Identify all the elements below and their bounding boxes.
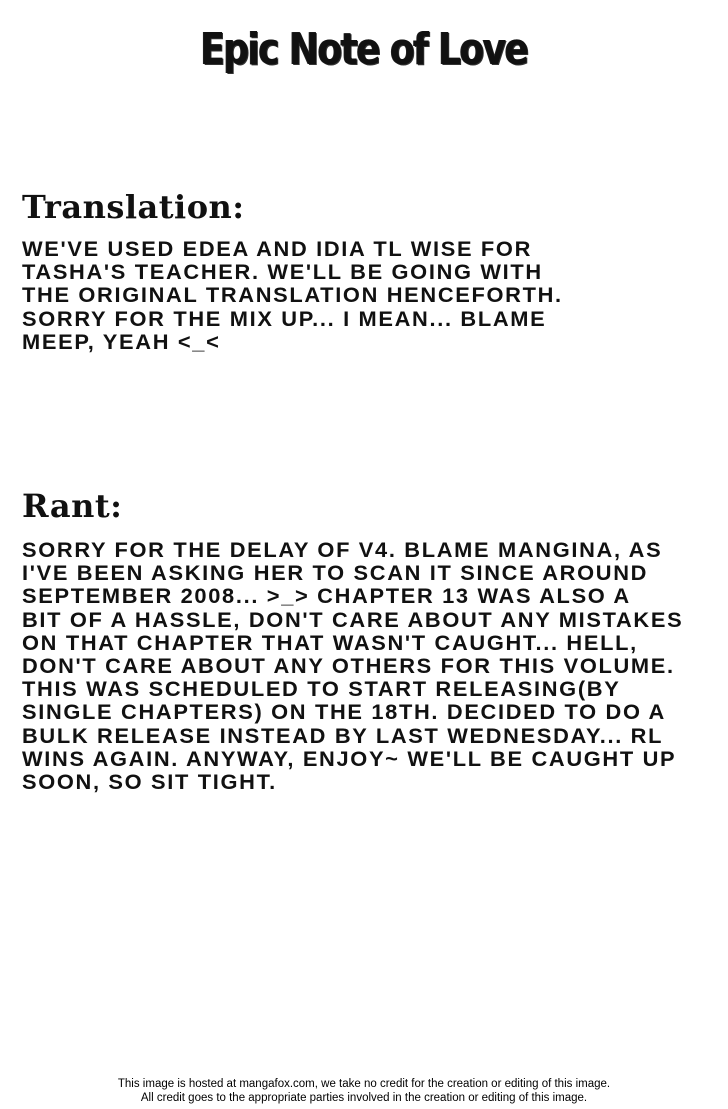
- page-title: Epic Note of Love: [200, 24, 528, 75]
- rant-body: SORRY FOR THE DELAY OF V4. BLAME MANGINA, AS I'VE BEEN ASKING HER TO SCAN IT SINCE AROUND SEPTEMBER 2008... >_> CHAPTER 13 WAS ALSO A BIT OF A HASSLE, DON'T CARE ABOUT ANY MISTAKES ON THAT CHAPTER THAT WASN'T CAUGHT... HELL, DON'T CARE ABOUT ANY OTHERS FOR THIS VOLUME. THIS WAS SCHEDULED TO START RELEASING(BY SINGLE CHAPTERS) ON THE 18TH. DECIDED TO DO A BULK RELEASE INSTEAD BY LAST WEDNESDAY... RL WINS AGAIN. ANYWAY, ENJOY~ WE'LL BE CAUGHT UP SOON, SO SIT TIGHT.: [22, 539, 684, 795]
- rant-heading: Rant:: [22, 487, 123, 525]
- credit-notice: All credit goes to the appropriate parties involved in the creation or editing of this image.: [140, 1092, 588, 1104]
- translation-heading: Translation:: [22, 188, 245, 226]
- hosting-notice: This image is hosted at mangafox.com, we take no credit for the creation or editing of this image.: [117, 1078, 611, 1090]
- translation-body: WE'VE USED EDEA AND IDIA TL WISE FOR TASHA'S TEACHER. WE'LL BE GOING WITH THE ORIGINAL TRANSLATION HENCEFORTH. SORRY FOR THE MIX UP... I MEAN... BLAME MEEP, YEAH <_<: [22, 238, 563, 354]
